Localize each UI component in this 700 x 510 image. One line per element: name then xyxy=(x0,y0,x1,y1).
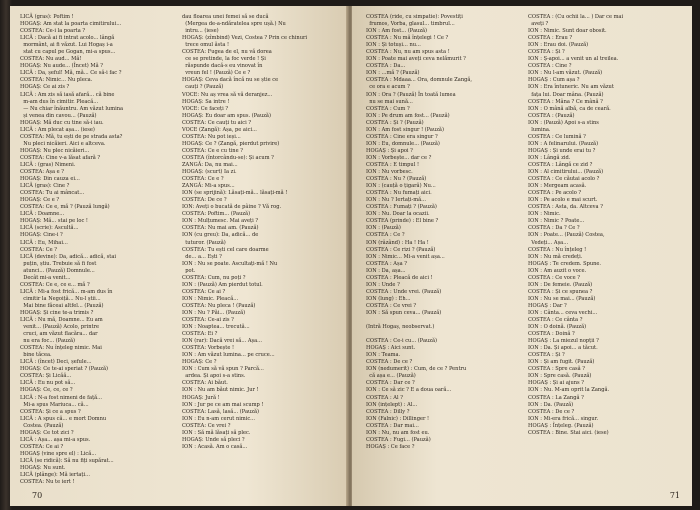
left-page xyxy=(10,6,348,506)
right-page-number: 71 xyxy=(669,491,680,500)
left-page-number: 70 xyxy=(32,491,43,500)
right-page-column-2: COSTEA : (Cu ochii la... ) Dar ce mai aveți ? ION : Nimic. Sunt doar obosit. COSTEA : Erau ? ION : Erau doi. (Pauză) COSTEA : Și ? ION : Ș-apoi... a venit un al treilea. COSTEA : Cine ? ION : Nu l-am văzut. (Pauză) HOGAȘ : Cum așa ? ION : Era întuneric. Nu am văzut fața lui. Doar mâna. (Pauză) COSTEA : Mâna ? Ce mână ? ION : O mână albă, ca de ceară. COSTEA : (Pauză) ION : (Pauză) Apoi s-a stins lumina. COSTEA : Ce lumină ? ION : A felinarului. (Pauză) HOGAȘ : Și unde erai tu ? ION : Lângă zid. COSTEA : Lângă ce zid ? ION : Al cimitirului... (Pauză) COSTEA : Ce căutai acolo ? ION : Mergeam acasă. COSTEA : Pe acolo ? ION : Pe acolo e mai scurt. COSTEA : Asta, da. Altceva ? ION : Nimic. ION : Nimic ? Poate... COSTEA : Da ? Ce ? ION : Poate... (Pauză) Costea, Vedeți... Așa... COSTEA : Nu înțeleg ! ION : Nu mă credeți. HOGAȘ : Te credem. Spune. ION : Am auzit o voce. COSTEA : Ce voce ? ION : De femeie. (Pauză) COSTEA : Și ce spunea ? ION : Nu se mai... (Pauză) HOGAȘ : Dar ? ION : Cânta... ceva vechi... COSTEA : Ce cânta ? ION : O doină. (Pauză) COSTEA : Doină ? HOGAȘ : La miezul nopții ? ION : Da. Și apoi... a tăcut. COSTEA : Și ? ION : Și am fugit. (Pauză) COSTEA : Spre casă ? ION : Spre casă. (Pauză) HOGAȘ : Și ai ajuns ? ION : Nu. M-am oprit la Zangă. COSTEA : La Zangă ? ION : Da. (Pauză) COSTEA : De ce ? ION : Mi-era frică... singur. HOGAȘ : Înțeleg. (Pauză) COSTEA : Bine. Stai aici. (iese) xyxy=(528,14,624,436)
left-page-column-1: LICĂ (gras): Poftim ! HOGAȘ: Am stat la poarta cimitirului... COSTEA: Ce-i la poarta ? LICĂ : Dacă ai fi intrat acolo... lângă mormânt, ai fi văzut. Lui Hogaș i-a stat cu capul pe Gogan, mi-a spus... COSTEA: Nu aud... Mă! HOGAȘ: Nu aude... (Încet) Mă ? LICĂ : Da, șeful! Mă, mă... Ce să-i fac ? COSTEA: Nimic... Nu pleca. HOGAȘ: Ce ai zis ? LICĂ : Am zis să iasă afară... că bine m-am dus în cimitir. Pleacă... — Nu chiar înăuntru. Am văzut lumina și venea din cavou... (Pauză) HOGAȘ: Mă duc cu tine să-i iau. LICĂ : Am plecat așa... (iese) COSTEA: Mă, tu ești de pe strada asta? Nu pleci nicăieri. Aici e altceva. HOGAȘ: Nu plec nicăieri... COSTEA: Cine v-a lăsat afară ? LICĂ : (gras) Nimeni. COSTEA: Așa e ? HOGAȘ: Din cauza ei... LICĂ (gras): Cine ? COSTEA: Tu ai mâncat... HOGAȘ: Ce e ? COSTEA: Ce e, mă ? (Pauză lungă) LICĂ : Doamne... HOGAȘ: Mă... stai pe loc ! LICĂ (scrie): Ascultă... HOGAȘ: Cine-i ? LICĂ : Eu, Mihai... COSTEA: Ce ? LICĂ (devine): Da, adică... adică, stai puțin, știu. Trebuie să fi fost atunci... (Pauză) Domnule... Decât mi-a venit... COSTEA: Ce e, ce e... mă ? LICĂ : Mi-a fost frică... m-am dus în cimitir la Negoiță... Nu-l știi... Mai bine făceai altfel... (Pauză) HOGAȘ: Și cine te-a trimis ? LICĂ : Nu mă, Doamne... Eu am venit... (Pauză) Acolo, printre cruci, am văzut flacăra... dar nu era foc... (Pauză) COSTEA: Nu înțeleg nimic. Mai bine tăcea. LICĂ : (încet) Deci, șefule... HOGAȘ: Ce te-ai speriat ? (Pauză) COSTEA: Și Licăă... LICĂ : Eu nu pot să... HOGAȘ: Ce, ce, ce ? LICĂ : N-a fost nimeni de față... Mi-a spus Mariuca... că... COSTEA: Și ce a spus ? LICĂ : A spus că... e mort Domnu Costea. (Pauză) HOGAȘ: Ce tot zici ? LICĂ : Așa... așa mi-a spus. COSTEA: Ce ai ? HOGAȘ (vine spre el) : Lică... LICĂ (se ridică): Să nu fiți supărat... HOGAȘ: Nu sunt. LICĂ (plânge): Mă iertați... COSTEA: Nu te iert ! xyxy=(20,14,124,486)
left-page-column-2: dau floarea unei femei să se ducă (Mergea de-a-ndăratelea spre ușă.) Nu intru... (iese) HOGAȘ: (zîmbind) Vezi, Costea ? Prin ce chinuri trece omul ăsta ! COSTEA: Fugea de el, nu vă dorea ce se pretinde, la foc verde ! Și răspunde dacă-s eu vinovat în vreun fel ! (Pauză) Ce e ? HOGAȘ: Ceva dacă încă nu se știe ce cauți ? (Pauză) VOCE: Nu aș vrea să vă deranjez... HOGAȘ: Sa intre ! VOCE: Ce faceți ? HOGAȘ: Eu doar am spus. (Pauză) COSTEA: Ce cauți tu aici ? VOCE (Zangă): Așa, pe aici... COSTEA: Nu pot ieși... HOGAȘ: Ce ? (Zangă, pierdut privire) COSTEA: Ce e cu tine ? COSTEA (întorcându-se): Și acum ? ZANGĂ: Da, nu mai... HOGAȘ: (scurt) Ia zi. COSTEA: Ce e ? ZANGĂ: Mi-a spus... ION (se sprijină): Lăsați-mă... lăsați-mă ! COSTEA: De ce ? ION: Aveți o bucată de pâine ? Vă rog. COSTEA: Poftim... (Pauză) ION : Mulțumesc. Mai aveți ? COSTEA: Nu mai am. (Pauză) ION (cu greu): Da, adică... de tuturor. (Pauză) COSTEA: Tu ești cel care doarme de... a... Ești ? ION : Nu se poate. Ascultați-mă ! Nu pot. COSTEA: Cum, nu poți ? ION : (Pauză) Am pierdut totul. COSTEA: Ce ai ? ION : Nimic. Pleacă... COSTEA: Nu pleca ! (Pauză) ION : Nu ? Păi... (Pauză) COSTEA: Ce-ai zis ? ION : Noaptea... trecută... COSTEA: Ei ? ION (rar): Dacă vrei să... Așa... COSTEA: Vorbește ! ION : Am văzut lumina... pe cruce... HOGAȘ: Ce ? ION : Cum să vă spun ? Parcă... ardea. Și apoi s-a stins. COSTEA: Ai băut. ION : Nu am băut nimic. Jur ! HOGAȘ: Jură ! ION : Jur pe ce am mai scump ! COSTEA: Lasă, lasă... (Pauză) ION : Eu n-am cerut nimic... COSTEA: Ce vrei ? ION : Să mă lăsați să plec. HOGAȘ: Unde să pleci ? ION : Acasă. Am o casă... xyxy=(182,14,308,450)
right-page xyxy=(352,6,692,506)
right-page-column-1: COSTEA (ride, cu simpatie): Povestiți frumos, Vorba, glasul... timbrul... ION : Am fost... (Pauză) COSTEA : Nu mă înțelegi ! Ce ? ION : Și totuși... nu... COSTEA : Nu, nu am spus asta ! ION : Poate mai aveți ceva nelămurit ? COSTEA : Da... ION : ...mă ? (Pauză) COSTEA : Mdaaa... Ora, domnule Zangă, ce ora e acum ? ION : Ora ? (Pauză) În toată lumea nu se mai sună... COSTEA : Cum ? ION : Pe drum am fost... (Pauză) COSTEA : Și ? (Pauză) ION : Am fost singur ! (Pauză) COSTEA : Cine era singur ? ION : Eu, domnule... (Pauză) HOGAȘ : Și apoi ? ION : Vorbește... dar ce ? COSTEA : E timpul ! ION : Nu vorbesc. COSTEA : Nu ? (Pauză) ION : (cauță o țigară) Nu... COSTEA : Nu fumați aici. ION : Nu ? Iertați-mă... COSTEA : Fumați ? (Pauză) ION : Nu. Doar la ocazii. COSTEA (prinde) : El bine ? ION : (Pauză) COSTEA : Ce ? ION (râzând) : Ha ! Ha ! COSTEA : Ce rizi ? (Pauză) ION : Nimic... Mi-a venit așa... COSTEA : Așa ? ION : Da, așa... COSTEA : Pleacă de aici ! ION : Unde ? COSTEA : Unde vrei. (Pauză) ION (lung) : Eh... COSTEA : Ce vrei ? ION : Să spun ceva... (Pauză) (Intră Hogaș, neobservat.) COSTEA : Ce-i cu... (Pauză) HOGAȘ : Aici sunt. ION : Teama. COSTEA : De ce ? ION (nedumerit) : Cum, de ce ? Pentru că așa e... (Pauză) COSTEA : Dar ce ? ION : Ce să zic ? E a doua oară... COSTEA : Al ? ION (ințelept) : Al... COSTEA : Dilly ? ION (Falnic) : Dillinger ! COSTEA : Dar mai... ION : Nu, nu am fost eu. COSTEA : Fugi... (Pauză) HOGAȘ : Ce face ? xyxy=(366,14,473,450)
